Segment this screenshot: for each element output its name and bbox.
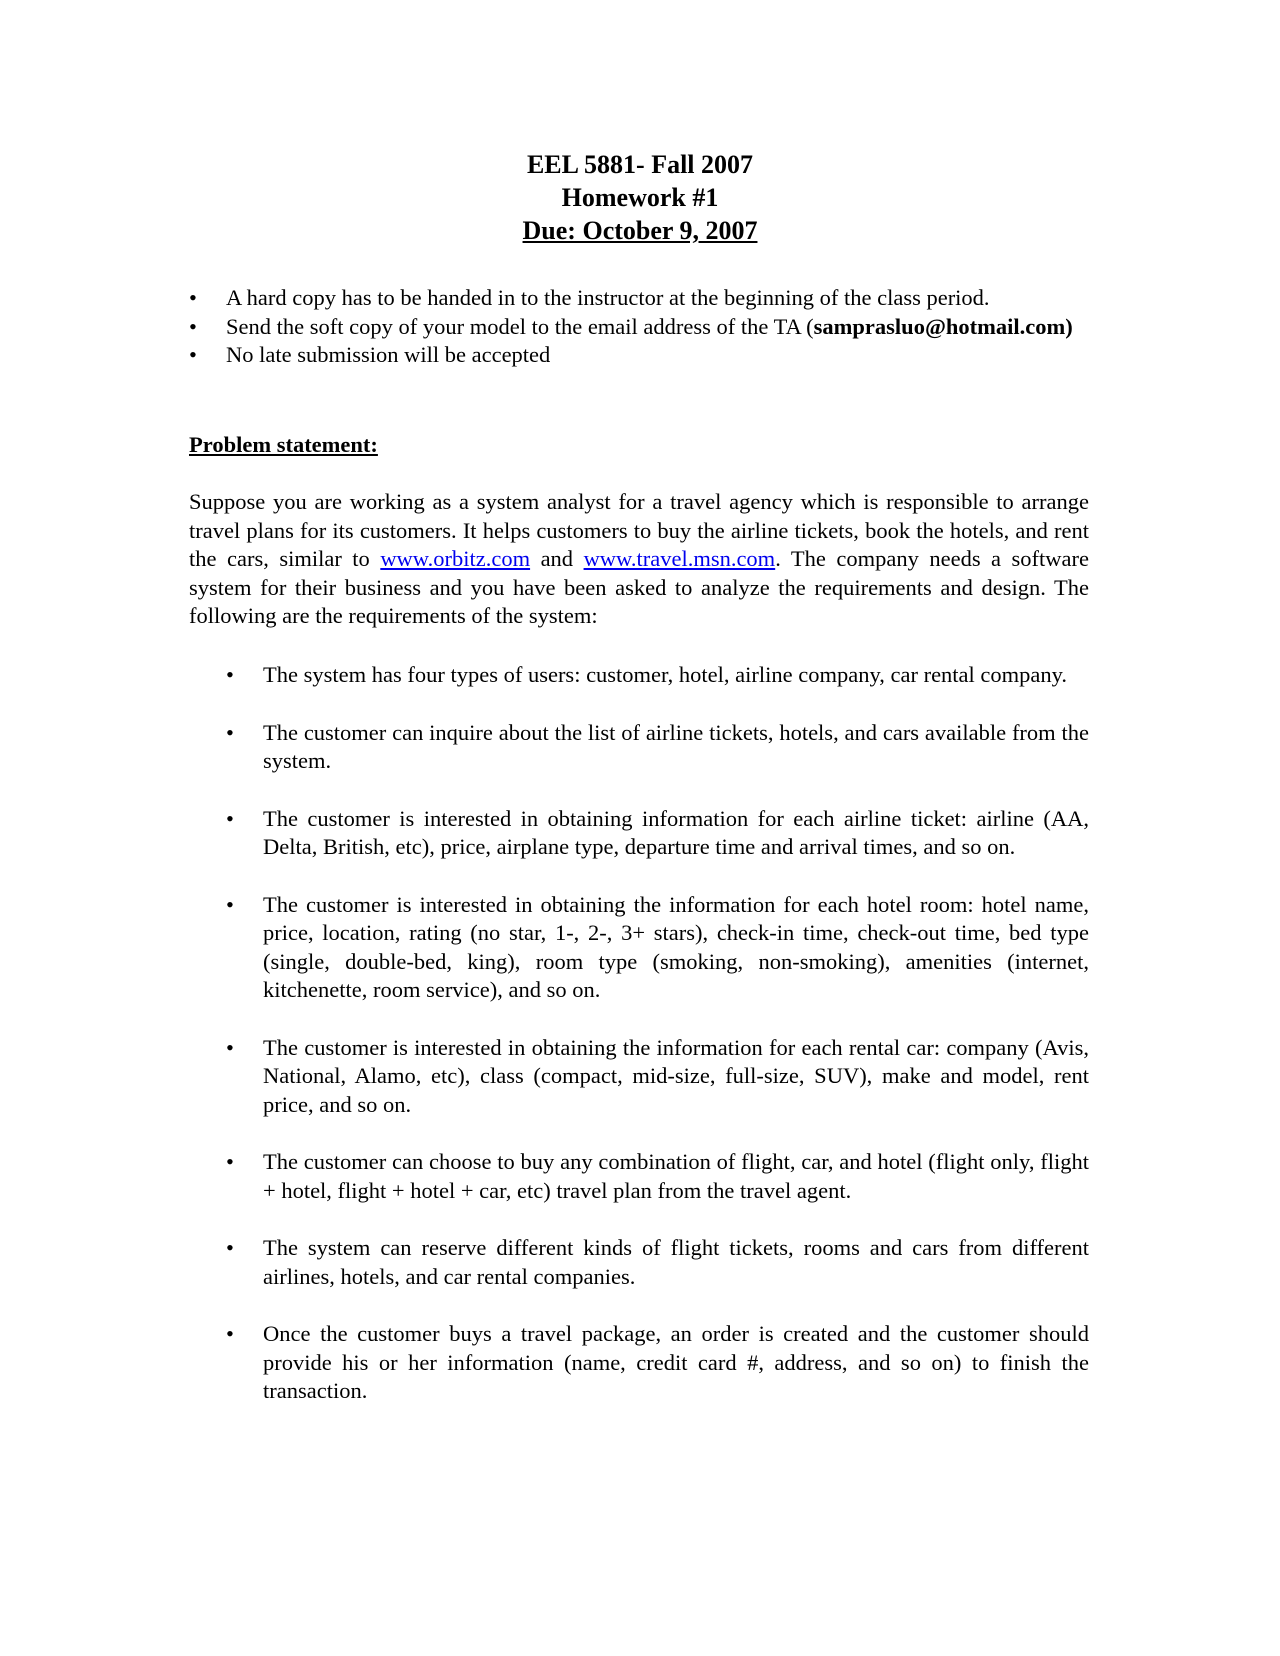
requirement-item: • The customer is interested in obtaining the information for each hotel room: hotel name, price, location, rating (no star, 1-, 2-, 3+ stars), check-in time, check-out time, bed type (single, double-bed, king), room type (smoking, non-smoking), amenities (internet, kitchenette, room service), and so on. (226, 891, 1089, 1002)
bullet-icon: • (226, 891, 234, 917)
bullet-icon: • (226, 1149, 234, 1174)
travel-msn-link[interactable]: www.travel.msn.com (583, 546, 776, 571)
homework-title: Homework #1 (561, 183, 719, 212)
bullet-icon: • (226, 1034, 234, 1060)
bullet-icon: • (226, 1321, 234, 1346)
instruction-item: • A hard copy has to be handed in to the instructor at the beginning of the class period. (189, 284, 1089, 313)
bullet-icon: • (226, 805, 234, 831)
requirements-list (226, 661, 1089, 1435)
instruction-list (189, 284, 1089, 370)
requirement-item: • The system has four types of users: customer, hotel, airline company, car rental company. (226, 661, 1089, 690)
bullet-icon: • (226, 1235, 234, 1260)
orbitz-link[interactable]: www.orbitz.com (380, 546, 531, 571)
bullet-icon: • (189, 342, 197, 367)
requirement-item: • The customer can choose to buy any combination of flight, car, and hotel (flight only, flight + hotel, flight + hotel + car, etc) travel plan from the travel agent. (226, 1149, 1089, 1203)
bullet-icon: • (226, 662, 234, 687)
instruction-item: • No late submission will be accepted (189, 341, 1089, 370)
due-date: Due: October 9, 2007 (522, 216, 758, 245)
requirement-item: • Once the customer buys a travel package, an order is created and the customer should provide his or her information (name, credit card #, address, and so on) to finish the transaction. (226, 1321, 1089, 1403)
problem-paragraph: Suppose you are working as a system analyst for a travel agency which is responsible to arrange travel plans for its customers. It helps customers to buy the airline tickets, book the hotels, and rent the cars, similar to www.orbitz.com and www.travel.msn.com. The company needs a software system for their business and you have been asked to analyze the requirements and design. The following are the requirements of the system: (189, 489, 1090, 628)
requirement-item: • The customer is interested in obtaining information for each airline ticket: airline (AA, Delta, British, etc), price, airplane type, departure time and arrival times, and so on. (226, 805, 1089, 859)
bullet-icon: • (226, 719, 234, 745)
instruction-item: • Send the soft copy of your model to the email address of the TA (samprasluo@hotmail.com) (189, 313, 1089, 342)
title-block (0, 148, 1280, 247)
bullet-icon: • (189, 313, 197, 339)
problem-heading: Problem statement: (189, 432, 378, 457)
requirement-item: • The customer can inquire about the list of airline tickets, hotels, and cars available from the system. (226, 719, 1089, 773)
requirement-item: • The system can reserve different kinds of flight tickets, rooms and cars from different airlines, hotels, and car rental companies. (226, 1235, 1089, 1289)
bullet-icon: • (189, 285, 197, 310)
ta-email: samprasluo@hotmail.com (813, 313, 1066, 339)
course-title: EEL 5881- Fall 2007 (526, 150, 754, 179)
requirement-item: • The customer is interested in obtaining the information for each rental car: company (Avis, National, Alamo, etc), class (compact, mid-size, full-size, SUV), make and model, rent price, and so on. (226, 1034, 1089, 1117)
